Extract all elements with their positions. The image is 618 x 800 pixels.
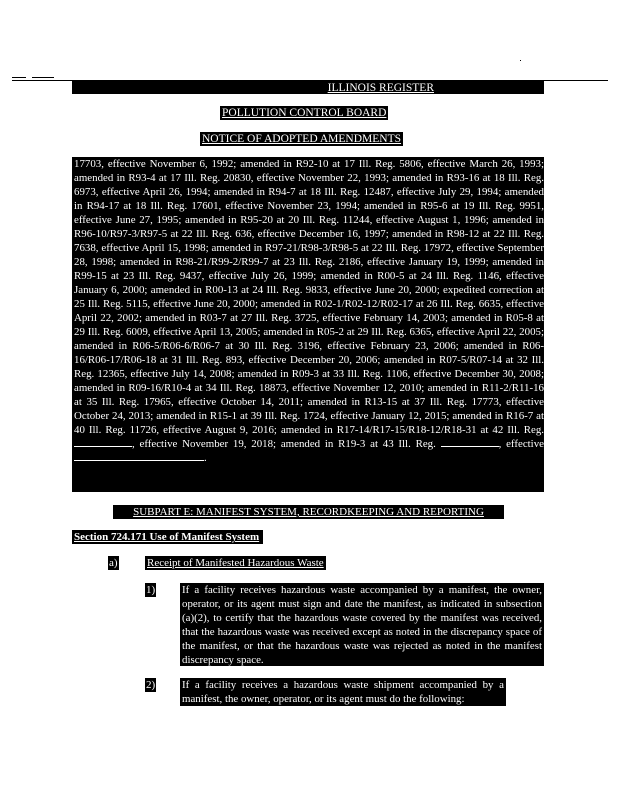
blank-line	[74, 451, 204, 461]
board-title: POLLUTION CONTROL BOARD	[222, 107, 387, 119]
notice-title: NOTICE OF ADOPTED AMENDMENTS	[202, 133, 402, 145]
register-title	[72, 81, 544, 94]
register-title-text: ILLINOIS REGISTER	[327, 82, 434, 94]
speck	[520, 60, 521, 61]
history-tail-2: , effective	[498, 438, 544, 450]
item-2-marker: 2)	[146, 679, 156, 691]
section-heading: Section 724.171 Use of Manifest System	[72, 530, 263, 544]
blank-line	[74, 437, 132, 447]
amendment-history	[72, 157, 544, 492]
subsection-a-title: Receipt of Manifested Hazardous Waste	[147, 557, 324, 569]
history-text: 17703, effective November 6, 1992; amended in R92-10 at 17 Ill. Reg. 5806, effective March 26, 1993; amended in R93-4 at 17 Ill. Reg. 20830, effective November 22, 1993; amended in R93-16 at 18 Ill. Reg. 6973, effective April 26, 1994; amended in R94-7 at 18 Ill. Reg. 12487, effective July 29, 1994; amended in R94-17 at 18 Ill. Reg. 17601, effective November 23, 1994; amended in R95-6 at 19 Ill. Reg. 9951, effective June 27, 1995; amended in R95-20 at 20 Ill. Reg. 11244, effective August 1, 1996; amended in R96-10/R97-3/R97-5 at 22 Ill. Reg. 636, effective December 16, 1997; amended in R98-12 at 22 Ill. Reg. 7638, effective April 15, 1998; amended in R97-21/R98-3/R98-5 at 22 Ill. Reg. 17972, effective September 28, 1998; amended in R98-21/R99-2/R99-7 at 23 Ill. Reg. 2186, effective January 19, 1999; amended in R99-15 at 23 Ill. Reg. 9437, effective July 26, 1999; amended in R00-5 at 24 Ill. Reg. 1146, effective January 6, 2000; amended in R00-13 at 24 Ill. Reg. 9833, effective June 20, 2000; expedited correction at 25 Ill. Reg. 5115, effective June 20, 2000; amended in R02-1/R02-12/R02-17 at 26 Ill. Reg. 6635, effective April 22, 2002; amended in R03-7 at 27 Ill. Reg. 3725, effective February 14, 2003; amended in R05-8 at 29 Ill. Reg. 6009, effective April 13, 2005; amended in R05-2 at 29 Ill. Reg. 6365, effective April 22, 2005; amended in R06-5/R06-6/R06-7 at 30 Ill. Reg. 3196, effective February 23, 2006; amended in R06-16/R06-17/R06-18 at 31 Ill. Reg. 893, effective December 20, 2006; amended in R07-5/R07-14 at 32 Ill. Reg. 12365, effective July 14, 2008; amended in R09-3 at 33 Ill. Reg. 1106, effective December 30, 2008; amended in R09-16/R10-4 at 34 Ill. Reg. 18873, effective November 12, 2010; amended in R11-2/R11-16 at 35 Ill. Reg. 17965, effective October 14, 2011; amended in R13-15 at 37 Ill. Reg. 17773, effective October 24, 2013; amended in R15-1 at 39 Ill. Reg. 1724, effective January 12, 2015; amended in R16-7 at 40 Ill. Reg. 11726, effective August 9, 2016; amended in R17-14/R17-15/R18-12/R18-31 at 42 Ill. Reg.	[74, 158, 544, 436]
rule-tick-left	[12, 77, 26, 78]
history-tail-3: .	[204, 452, 207, 464]
subpart-heading: SUBPART E: MANIFEST SYSTEM, RECORDKEEPING AND REPORTING	[113, 505, 504, 519]
item-2-text: If a facility receives a hazardous waste shipment accompanied by a manifest, the owner, operator, or its agent must do the following:	[182, 679, 504, 705]
item-1-marker: 1)	[146, 584, 156, 596]
subsection-a-marker: a)	[109, 557, 118, 569]
history-tail-1: , effective November 19, 2018; amended in R19-3 at 43 Ill. Reg.	[132, 438, 436, 450]
item-1-text: If a facility receives hazardous waste accompanied by a manifest, the owner, operator, or its agent must sign and date the manifest, as indicated in subsection (a)(2), to certify that the hazardous waste covered by the manifest was received, that the hazardous waste was received except as noted in the discrepancy space of the manifest, or that the hazardous waste was rejected as noted in the manifest discrepancy space.	[182, 584, 542, 666]
blank-line	[441, 437, 499, 447]
rule-tick-right	[32, 77, 54, 78]
